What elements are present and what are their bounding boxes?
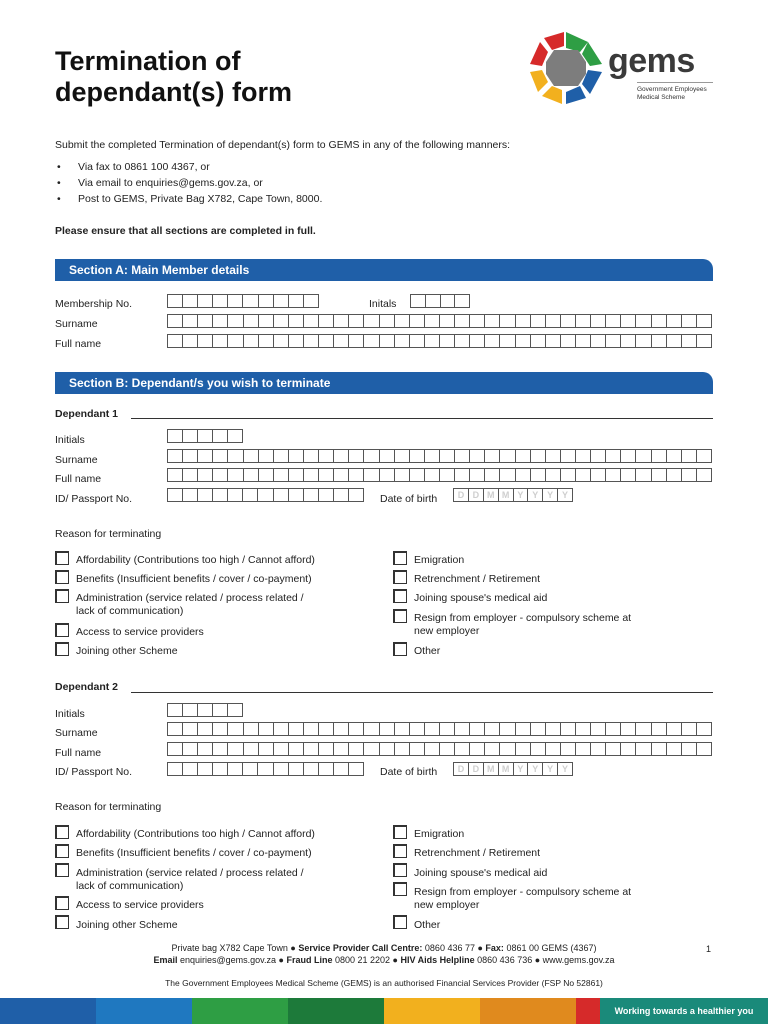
dep2-dob-label: Date of birth (380, 766, 438, 778)
bullet-dot: • (57, 161, 61, 173)
dep2-id-input[interactable] (167, 762, 364, 776)
dep2-surname-label: Surname (55, 727, 98, 739)
initials-label: Initals (369, 298, 397, 310)
dep2-initials-input[interactable] (167, 703, 243, 717)
dep2-joining-scheme-checkbox[interactable] (55, 915, 69, 929)
membership-label: Membership No. (55, 298, 133, 310)
dep2-access-checkbox[interactable] (55, 896, 69, 910)
logo-wordmark: gems (608, 42, 695, 80)
footer-contact-line-2: Email enquiries@gems.gov.za ● Fraud Line 0800 21 2202 ● HIV Aids Helpline 0860 436 736 ● www.gems.gov.za (153, 955, 615, 965)
initials-input[interactable] (410, 294, 470, 308)
dependant-1-heading: Dependant 1 (55, 408, 119, 420)
dep2-spouse-label: Joining spouse's medical aid (414, 867, 548, 879)
dep1-emigration-checkbox[interactable] (393, 551, 407, 565)
dep1-id-input[interactable] (167, 488, 364, 502)
section-b-header: Section B: Dependant/s you wish to terminate (55, 372, 713, 394)
dep2-benefits-checkbox[interactable] (55, 844, 69, 858)
dep1-affordability-checkbox[interactable] (55, 551, 69, 565)
dep1-resign-label-cont: new employer (414, 625, 480, 637)
dep2-other-checkbox[interactable] (393, 915, 407, 929)
dep1-access-label: Access to service providers (76, 626, 204, 638)
dep1-surname-input[interactable] (167, 449, 712, 463)
intro-text: Submit the completed Termination of dependant(s) form to GEMS in any of the following manners: (55, 139, 511, 151)
surname-input[interactable] (167, 314, 712, 328)
fullname-label: Full name (55, 338, 102, 350)
notice-text: Please ensure that all sections are completed in full. (55, 225, 316, 237)
dep2-affordability-label: Affordability (Contributions too high / Cannot afford) (76, 828, 315, 840)
dep2-administration-label-cont: lack of communication) (76, 880, 184, 892)
dep1-fullname-input[interactable] (167, 468, 712, 482)
dep1-surname-label: Surname (55, 454, 98, 466)
dependant-1-rule (131, 418, 713, 419)
dep1-other-label: Other (414, 645, 441, 657)
dep2-affordability-checkbox[interactable] (55, 825, 69, 839)
dep2-emigration-checkbox[interactable] (393, 825, 407, 839)
dependant-2-rule (131, 692, 713, 693)
bullet-fax: Via fax to 0861 100 4367, or (78, 161, 210, 173)
dep1-retrenchment-label: Retrenchment / Retirement (414, 573, 541, 585)
dep1-resign-label: Resign from employer - compulsory scheme at (414, 612, 632, 624)
dep1-resign-checkbox[interactable] (393, 609, 407, 623)
bullet-dot: • (57, 177, 61, 189)
dep2-spouse-checkbox[interactable] (393, 863, 407, 877)
dep2-benefits-label: Benefits (Insufficient benefits / cover / co-payment) (76, 847, 312, 859)
dep1-joining-scheme-checkbox[interactable] (55, 642, 69, 656)
bullet-email: Via email to enquiries@gems.gov.za, or (78, 177, 263, 189)
dep2-dob-input[interactable]: D D M M Y Y Y Y (453, 762, 573, 776)
membership-input[interactable] (167, 294, 319, 308)
dep2-emigration-label: Emigration (414, 828, 465, 840)
dep2-joining-scheme-label: Joining other Scheme (76, 919, 178, 931)
dep1-dob-input[interactable]: D D M M Y Y Y Y (453, 488, 573, 502)
logo-divider (637, 82, 713, 83)
dep1-spouse-checkbox[interactable] (393, 589, 407, 603)
dep2-retrenchment-checkbox[interactable] (393, 844, 407, 858)
dep1-administration-label-cont: lack of communication) (76, 605, 184, 617)
bullet-dot: • (57, 193, 61, 205)
page-title: Termination of dependant(s) form (55, 46, 293, 107)
section-a-header: Section A: Main Member details (55, 259, 713, 281)
dep2-surname-input[interactable] (167, 722, 712, 736)
gems-logo-icon (526, 28, 606, 108)
bullet-post: Post to GEMS, Private Bag X782, Cape Town, 8000. (78, 193, 323, 205)
dep2-administration-checkbox[interactable] (55, 863, 69, 877)
dep1-retrenchment-checkbox[interactable] (393, 570, 407, 584)
dep1-benefits-label: Benefits (Insufficient benefits / cover / co-payment) (76, 573, 312, 585)
dep1-initials-label: Initials (55, 434, 85, 446)
dep1-dob-label: Date of birth (380, 493, 438, 505)
dep1-id-label: ID/ Passport No. (55, 493, 133, 505)
dep2-access-label: Access to service providers (76, 899, 204, 911)
fsp-notice: The Government Employees Medical Scheme (GEMS) is an authorised Financial Services Provider (FSP No 52861) (165, 978, 603, 988)
dep1-spouse-label: Joining spouse's medical aid (414, 592, 548, 604)
page-number: 1 (706, 944, 712, 954)
dep1-initials-input[interactable] (167, 429, 243, 443)
dep2-other-label: Other (414, 919, 441, 931)
footer-contact-line-1: Private bag X782 Cape Town ● Service Provider Call Centre: 0860 436 77 ● Fax: 0861 00 GEMS (4367) (171, 943, 597, 953)
dep2-retrenchment-label: Retrenchment / Retirement (414, 847, 541, 859)
dep2-administration-label: Administration (service related / process related / (76, 867, 304, 879)
dep2-fullname-label: Full name (55, 747, 102, 759)
dep2-initials-label: Initials (55, 708, 85, 720)
dep2-resign-checkbox[interactable] (393, 882, 407, 896)
fullname-input[interactable] (167, 334, 712, 348)
dep1-joining-scheme-label: Joining other Scheme (76, 645, 178, 657)
dep2-resign-label: Resign from employer - compulsory scheme at (414, 886, 632, 898)
dep1-administration-label: Administration (service related / process related / (76, 592, 304, 604)
dep2-reason-label: Reason for terminating (55, 801, 162, 813)
dep1-administration-checkbox[interactable] (55, 589, 69, 603)
logo-subtitle: Government Employees Medical Scheme (637, 86, 707, 101)
dep2-resign-label-cont: new employer (414, 899, 480, 911)
dep1-emigration-label: Emigration (414, 554, 465, 566)
dep1-reason-label: Reason for terminating (55, 528, 162, 540)
dep1-other-checkbox[interactable] (393, 642, 407, 656)
dep2-id-label: ID/ Passport No. (55, 766, 133, 778)
dependant-2-heading: Dependant 2 (55, 681, 119, 693)
dep1-fullname-label: Full name (55, 473, 102, 485)
dep1-benefits-checkbox[interactable] (55, 570, 69, 584)
dep1-access-checkbox[interactable] (55, 623, 69, 637)
dep1-affordability-label: Affordability (Contributions too high / Cannot afford) (76, 554, 315, 566)
tagline: Working towards a healthier you (600, 998, 768, 1024)
surname-label: Surname (55, 318, 98, 330)
dep2-fullname-input[interactable] (167, 742, 712, 756)
